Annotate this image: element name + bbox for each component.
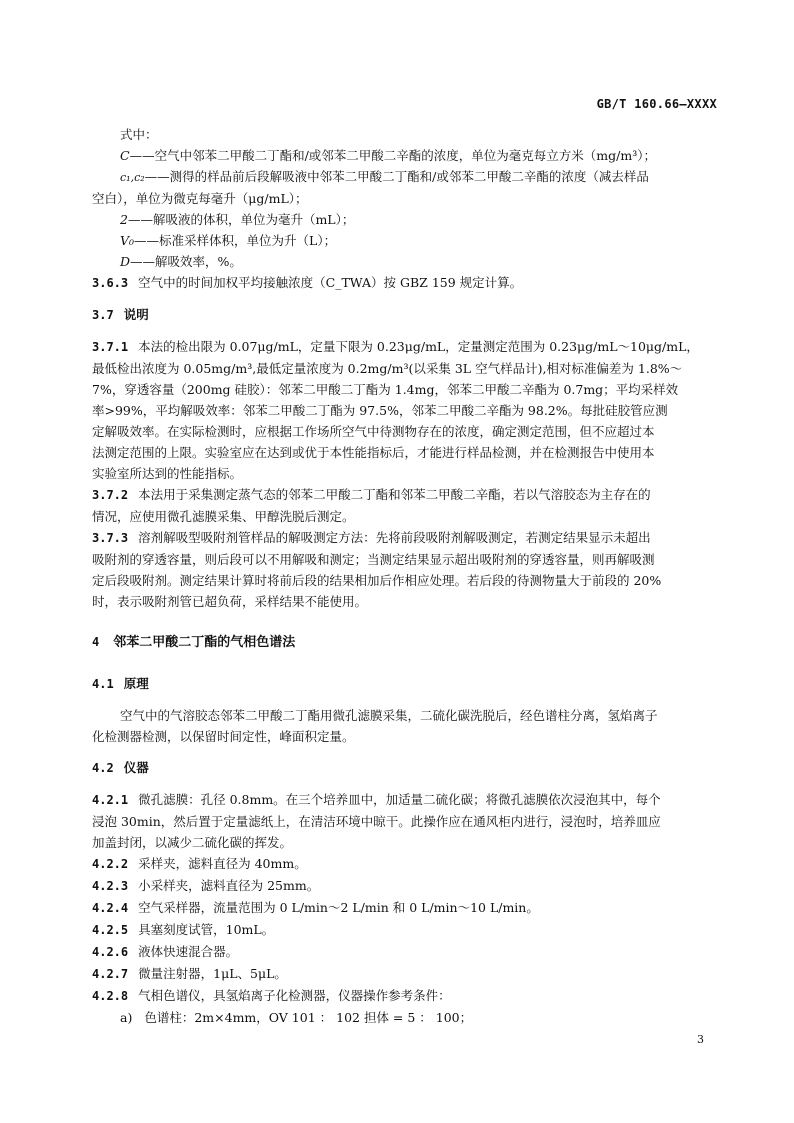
clause-3-6-3: 3.6.3 空气中的时间加权平均接触浓度（C_TWA）按 GBZ 159 规定计算。 [92, 275, 523, 290]
formula-intro: 式中： [120, 127, 158, 142]
legend-item-d: D——解吸效率，%。 [120, 254, 242, 269]
clause-4-2-8: 4.2.8 气相色谱仪，具氢焰离子化检测器，仪器操作参考条件： [92, 988, 451, 1003]
clause-4-2-2: 4.2.2 采样夹，滤料直径为 40mm。 [92, 856, 307, 871]
legend-item-c1c2-cont: 空白），单位为微克每毫升（μg/mL）； [92, 191, 308, 206]
clause-4-2-7: 4.2.7 微量注射器，1μL、5μL。 [92, 966, 287, 981]
clause-4-2-1: 4.2.1 微孔滤膜：孔径 0.8mm。在三个培养皿中，加适量二硫化碳；将微孔滤膜依次浸泡其中，每个 浸泡 30min，然后置于定量滤纸上，在清洁环境中晾干。此操作应在通风柜内进行，浸泡时，培养皿应 加盖封闭，以减少二硫化碳的挥发。 [92, 792, 661, 850]
legend-item-v0: V₀——标准采样体积，单位为升（L）； [120, 233, 337, 248]
clause-4-2-3: 4.2.3 小采样夹，滤料直径为 25mm。 [92, 878, 320, 893]
legend-item-c: C——空气中邻苯二甲酸二丁酯和/或邻苯二甲酸二辛酯的浓度，单位为毫克每立方米（mg/m³）； [120, 148, 656, 163]
standard-header: GB/T 160.66—XXXX [596, 97, 717, 111]
clause-3-7-3: 3.7.3 溶剂解吸型吸附剂管样品的解吸测定方法：先将前段吸附剂解吸测定，若测定结果显示未超出 吸附剂的穿透容量，则后段可以不用解吸和测定；当测定结果显示超出吸附剂的穿透容量，则再解吸测 定后段吸附剂。测定结果计算时将前后段的结果相加后作相应处理。若后段的待测物量大于前段的 20% 时，表示吸附剂管已超负荷，采样结果不能使用。 [92, 530, 662, 609]
page-number: 3 [697, 1033, 704, 1046]
heading-4-2: 4.2 仪器 [92, 760, 149, 775]
clause-4-2-6: 4.2.6 液体快速混合器。 [92, 944, 239, 959]
heading-4: 4 邻苯二甲酸二丁酯的气相色谱法 [92, 635, 296, 650]
legend-item-c1c2: c₁,c₂——测得的样品前后段解吸液中邻苯二甲酸二丁酯和/或邻苯二甲酸二辛酯的浓度（减去样品 [120, 169, 649, 184]
clause-4-2-5: 4.2.5 具塞刻度试管，10mL。 [92, 922, 275, 937]
clause-4-2-4: 4.2.4 空气采样器，流量范围为 0 L/min～2 L/min 和 0 L/min～10 L/min。 [92, 900, 539, 915]
list-item-a: a) 色谱柱：2m×4mm，OV 101 ： 102 担体 = 5 ： 100； [120, 1010, 473, 1025]
clause-3-7-2: 3.7.2 本法用于采集测定蒸气态的邻苯二甲酸二丁酯和邻苯二甲酸二辛酯，若以气溶胶态为主存在的 情况，应使用微孔滤膜采集、甲醇洗脱后测定。 [92, 487, 651, 524]
clause-4-1-body: 空气中的气溶胶态邻苯二甲酸二丁酯用微孔滤膜采集，二硫化碳洗脱后，经色谱柱分离，氢焰离子 化检测器检测，以保留时间定性，峰面积定量。 [92, 708, 658, 744]
clause-3-7-1: 3.7.1 本法的检出限为 0.07μg/mL，定量下限为 0.23μg/mL，定量测定范围为 0.23μg/mL～10μg/mL， 最低检出浓度为 0.05mg/m³,最低定量浓度为 0.2mg/m³(以采集 3L 空气样品计),相对标准偏差为 1.8%～ 7%，穿透容量（200mg 硅胶）：邻苯二甲酸二丁酯为 1.4mg，邻苯二甲酸二辛酯为 0.7mg；平均采样效 率>99%，平均解吸效率：邻苯二甲酸二丁酯为 97.5%，邻苯二甲酸二辛酯为 98.2%。每批硅胶管应测 定解吸效率。在实际检测时，应根据工作场所空气中待测物存在的浓度，确定测定范围，但不应超过本 法测定范围的上限。实验室应在达到或优于本性能指标后，才能进行样品检测，并在检测报告中使用本 实验室所达到的性能指标。 [92, 339, 699, 481]
heading-4-1: 4.1 原理 [92, 676, 149, 691]
document-body [92, 124, 718, 1028]
heading-3-7: 3.7 说明 [92, 307, 149, 322]
legend-item-volume: 2——解吸液的体积，单位为毫升（mL）； [120, 212, 355, 227]
